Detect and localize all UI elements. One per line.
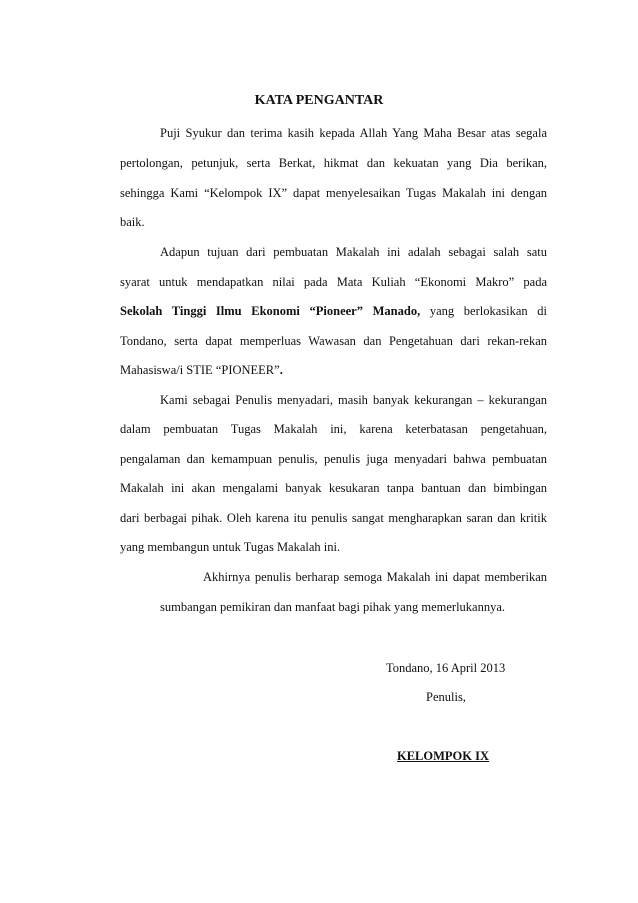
paragraph-2-line-1: Adapun tujuan dari pembuatan Makalah ini adalah sebagai salah satu [160,245,547,259]
document-title: KATA PENGANTAR [254,93,384,108]
paragraph-3-line-2: dalam pembuatan Tugas Makalah ini, karena keterbatasan pengetahuan, [120,422,547,436]
paragraph-2-line-4: Tondano, serta dapat memperluas Wawasan dan Pengetahuan dari rekan-rekan [120,334,547,348]
paragraph-1-line-2: pertolongan, petunjuk, serta Berkat, hikmat dan kekuatan yang Dia berikan, [120,156,547,170]
paragraph-1-line-3: sehingga Kami “Kelompok IX” dapat menyelesaikan Tugas Makalah ini dengan [120,186,547,200]
paragraph-2-line-3-rest: yang berlokasikan di [420,304,547,318]
paragraph-2-line-5-text: Mahasiswa/i STIE “PIONEER” [120,363,280,377]
paragraph-2-line-2: syarat untuk mendapatkan nilai pada Mata Kuliah “Ekonomi Makro” pada [120,275,547,289]
paragraph-3-line-1: Kami sebagai Penulis menyadari, masih banyak kekurangan – kekurangan [160,393,547,407]
paragraph-2-line-5 [120,362,547,378]
signature-role: Penulis, [426,690,466,704]
paragraph-2-line-3 [120,303,547,319]
paragraph-2-line-5-period: . [279,363,283,377]
paragraph-4-line-2: sumbangan pemikiran dan manfaat bagi pihak yang memerlukannya. [160,600,506,614]
paragraph-1-line-1: Puji Syukur dan terima kasih kepada Allah Yang Maha Besar atas segala [160,126,547,140]
paragraph-1-line-4: baik. [120,215,145,229]
paragraph-3-line-5: dari berbagai pihak. Oleh karena itu penulis sangat mengharapkan saran dan kritik [120,511,547,525]
paragraph-3-line-4: Makalah ini akan mengalami banyak kesukaran tanpa bantuan dan bimbingan [120,481,547,495]
institution-name: Sekolah Tinggi Ilmu Ekonomi “Pioneer” Manado, [120,304,421,318]
paragraph-3-line-6: yang membangun untuk Tugas Makalah ini. [120,540,341,554]
paragraph-3-line-3: pengalaman dan kemampuan penulis, penulis juga menyadari bahwa pembuatan [120,452,547,466]
place-date: Tondano, 16 April 2013 [386,661,506,675]
paragraph-4-line-1: Akhirnya penulis berharap semoga Makalah ini dapat memberikan [203,570,547,584]
signature-name: KELOMPOK IX [397,749,490,763]
